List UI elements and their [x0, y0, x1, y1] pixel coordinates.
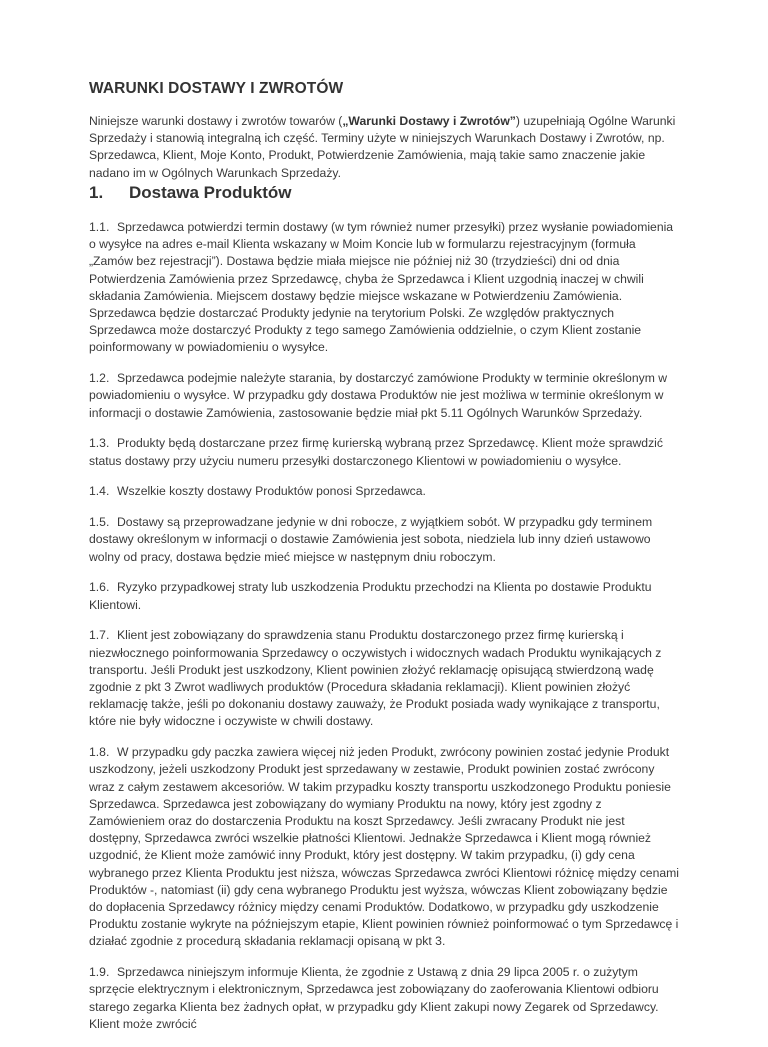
intro-text-end: ) uzupełniają Ogólne Warunki Sprzedaży i stanowią integralną ich część. Terminy użyte w niniejszych Warunkach Dostawy i Zwrotów, np. Sprzedawca, Klient, Moje Konto, Produkt, Potwierdzenie Zamówienia, mają takie samo znaczenie jakie nadano im w Ogólnych Warunkach Sprzedaży. [89, 114, 676, 180]
section-title: Dostawa Produktów [129, 183, 292, 202]
page-title: WARUNKI DOSTAWY I ZWROTÓW [89, 80, 344, 97]
intro-bold-term: „Warunki Dostawy i Zwrotów” [342, 114, 516, 128]
clause-number: 1.7. [89, 628, 110, 643]
clause-item [89, 744, 679, 950]
clause-text: Sprzedawca podejmie należyte starania, by dostarczyć zamówione Produkty w terminie określonym w powiadomieniu o wysyłce. W przypadku gdy dostawa Produktów nie jest możliwa w terminie określonym w informacji o dostawie Zamówienia, zastosowanie będzie miał pkt 5.11 Ogólnych Warunków Sprzedaży. [89, 371, 668, 420]
clause-text: Klient jest zobowiązany do sprawdzenia stanu Produktu dostarczonego przez firmę kurierską i niezwłocznego poinformowania Sprzedawcy o oczywistych i widocznych wadach Produktu wynikających z transportu. Jeśli Produkt jest uszkodzony, Klient powinien złożyć reklamację opisującą stwierdzoną wadę zgodnie z pkt 3 Zwrot wadliwych produktów (Procedura składania reklamacji). Klient powinien złożyć reklamację także, jeśli po dokonaniu dostawy zauważy, że Produkt posiada wady wynikające z transportu, które nie były widoczne i oczywiste w chwili dostawy. [89, 628, 662, 729]
section-number: 1. [89, 183, 104, 202]
intro-paragraph [89, 113, 679, 182]
clause-number: 1.8. [89, 745, 110, 760]
clause-text: Wszelkie koszty dostawy Produktów ponosi Sprzedawca. [117, 484, 426, 499]
intro-text-start: Niniejsze warunki dostawy i zwrotów towarów ( [89, 114, 343, 128]
clause-number: 1.9. [89, 965, 110, 980]
clause-number: 1.2. [89, 371, 110, 386]
clause-number: 1.4. [89, 484, 110, 499]
clause-number: 1.1. [89, 220, 110, 234]
clause-item [89, 370, 679, 422]
clause-text: Sprzedawca potwierdzi termin dostawy (w tym również numer przesyłki) przez wysłanie powiadomienia o wysyłce na adres e-mail Klienta wskazany w Moim Koncie lub w formularzu rejestracyjnym (formuła „Zamów bez rejestracji”). Dostawa będzie miała miejsce nie później niż 30 (trzydzieści) dni od dnia Potwierdzenia Zamówienia przez Sprzedawcę, chyba że Sprzedawca i Klient uzgodnią inaczej w chwili składania Zamówienia. Miejscem dostawy będzie miejsce wskazane w Potwierdzeniu Zamówienia. Sprzedawca będzie dostarczać Produkty jedynie na terytorium Polski. Ze względów praktycznych Sprzedawca może dostarczyć Produkty z tego samego Zamówienia oddzielnie, o czym Klient zostanie poinformowany w powiadomieniu o wysyłce. [89, 220, 674, 355]
clause-text: Ryzyko przypadkowej straty lub uszkodzenia Produktu przechodzi na Klienta po dostawie Produktu Klientowi. [89, 580, 652, 612]
clause-text: Produkty będą dostarczane przez firmę kurierską wybraną przez Sprzedawcę. Klient może sprawdzić status dostawy przy użyciu numeru przesyłki dostarczonego Klientowi w powiadomieniu o wysyłce. [89, 436, 663, 468]
clause-text: Sprzedawca niniejszym informuje Klienta, że zgodnie z Ustawą z dnia 29 lipca 2005 r. o zużytym sprzęcie elektrycznym i elektronicznym, Sprzedawca jest zobowiązany do zaoferowania Klientowi odbioru starego zegarka Klienta bez żadnych opłat, w przypadku gdy Klient zakupi nowy Zegarek od Sprzedawcy. Klient może zwrócić [89, 965, 659, 1031]
clause-item [89, 964, 679, 1033]
clause-number: 1.5. [89, 515, 110, 530]
clause-item [89, 627, 679, 730]
clause-item [89, 435, 679, 469]
clause-item [89, 219, 679, 357]
clause-number: 1.6. [89, 580, 110, 595]
clause-item [89, 579, 679, 613]
clause-item [89, 514, 679, 566]
section-heading [89, 183, 291, 203]
clause-list [89, 219, 679, 1047]
clause-text: W przypadku gdy paczka zawiera więcej niż jeden Produkt, zwrócony powinien zostać jedynie Produkt uszkodzony, jeżeli uszkodzony Produkt jest sprzedawany w zestawie, Produkt powinien zostać zwrócony wraz z całym zestawem akcesoriów. W takim przypadku koszty transportu uszkodzonego Produktu poniesie Sprzedawca. Sprzedawca jest zobowiązany do wymiany Produktu na nowy, który jest zgodny z Zamówieniem oraz do dostarczenia Produktu na koszt Sprzedawcy. Jeśli zwracany Produkt nie jest dostępny, Sprzedawca zwróci wszelkie płatności Klientowi. Jednakże Sprzedawca i Klient mogą również uzgodnić, że Klient może zamówić inny Produkt, który jest dostępny. W takim przypadku, (i) gdy cena wybranego przez Klienta Produktu jest niższa, wówczas Sprzedawca zwróci Klientowi różnicę między cenami Produktów -, natomiast (ii) gdy cena wybranego Produktu jest wyższa, wówczas Klient zobowiązany będzie do dopłacenia Sprzedawcy różnicy między cenami Produktów. Dodatkowo, w przypadku gdy uszkodzenie Produktu zostanie wykryte na późniejszym etapie, Klient powinien również poinformować o tym Sprzedawcę i działać zgodnie z procedurą składania reklamacji opisaną w pkt 3. [89, 745, 679, 949]
clause-text: Dostawy są przeprowadzane jedynie w dni robocze, z wyjątkiem sobót. W przypadku gdy terminem dostawy określonym w informacji o dostawie Zamówienia jest sobota, niedziela lub inny dzień ustawowo wolny od pracy, dostawa będzie mieć miejsce w następnym dniu roboczym. [89, 515, 653, 564]
clause-number: 1.3. [89, 436, 110, 451]
clause-item [89, 483, 679, 500]
